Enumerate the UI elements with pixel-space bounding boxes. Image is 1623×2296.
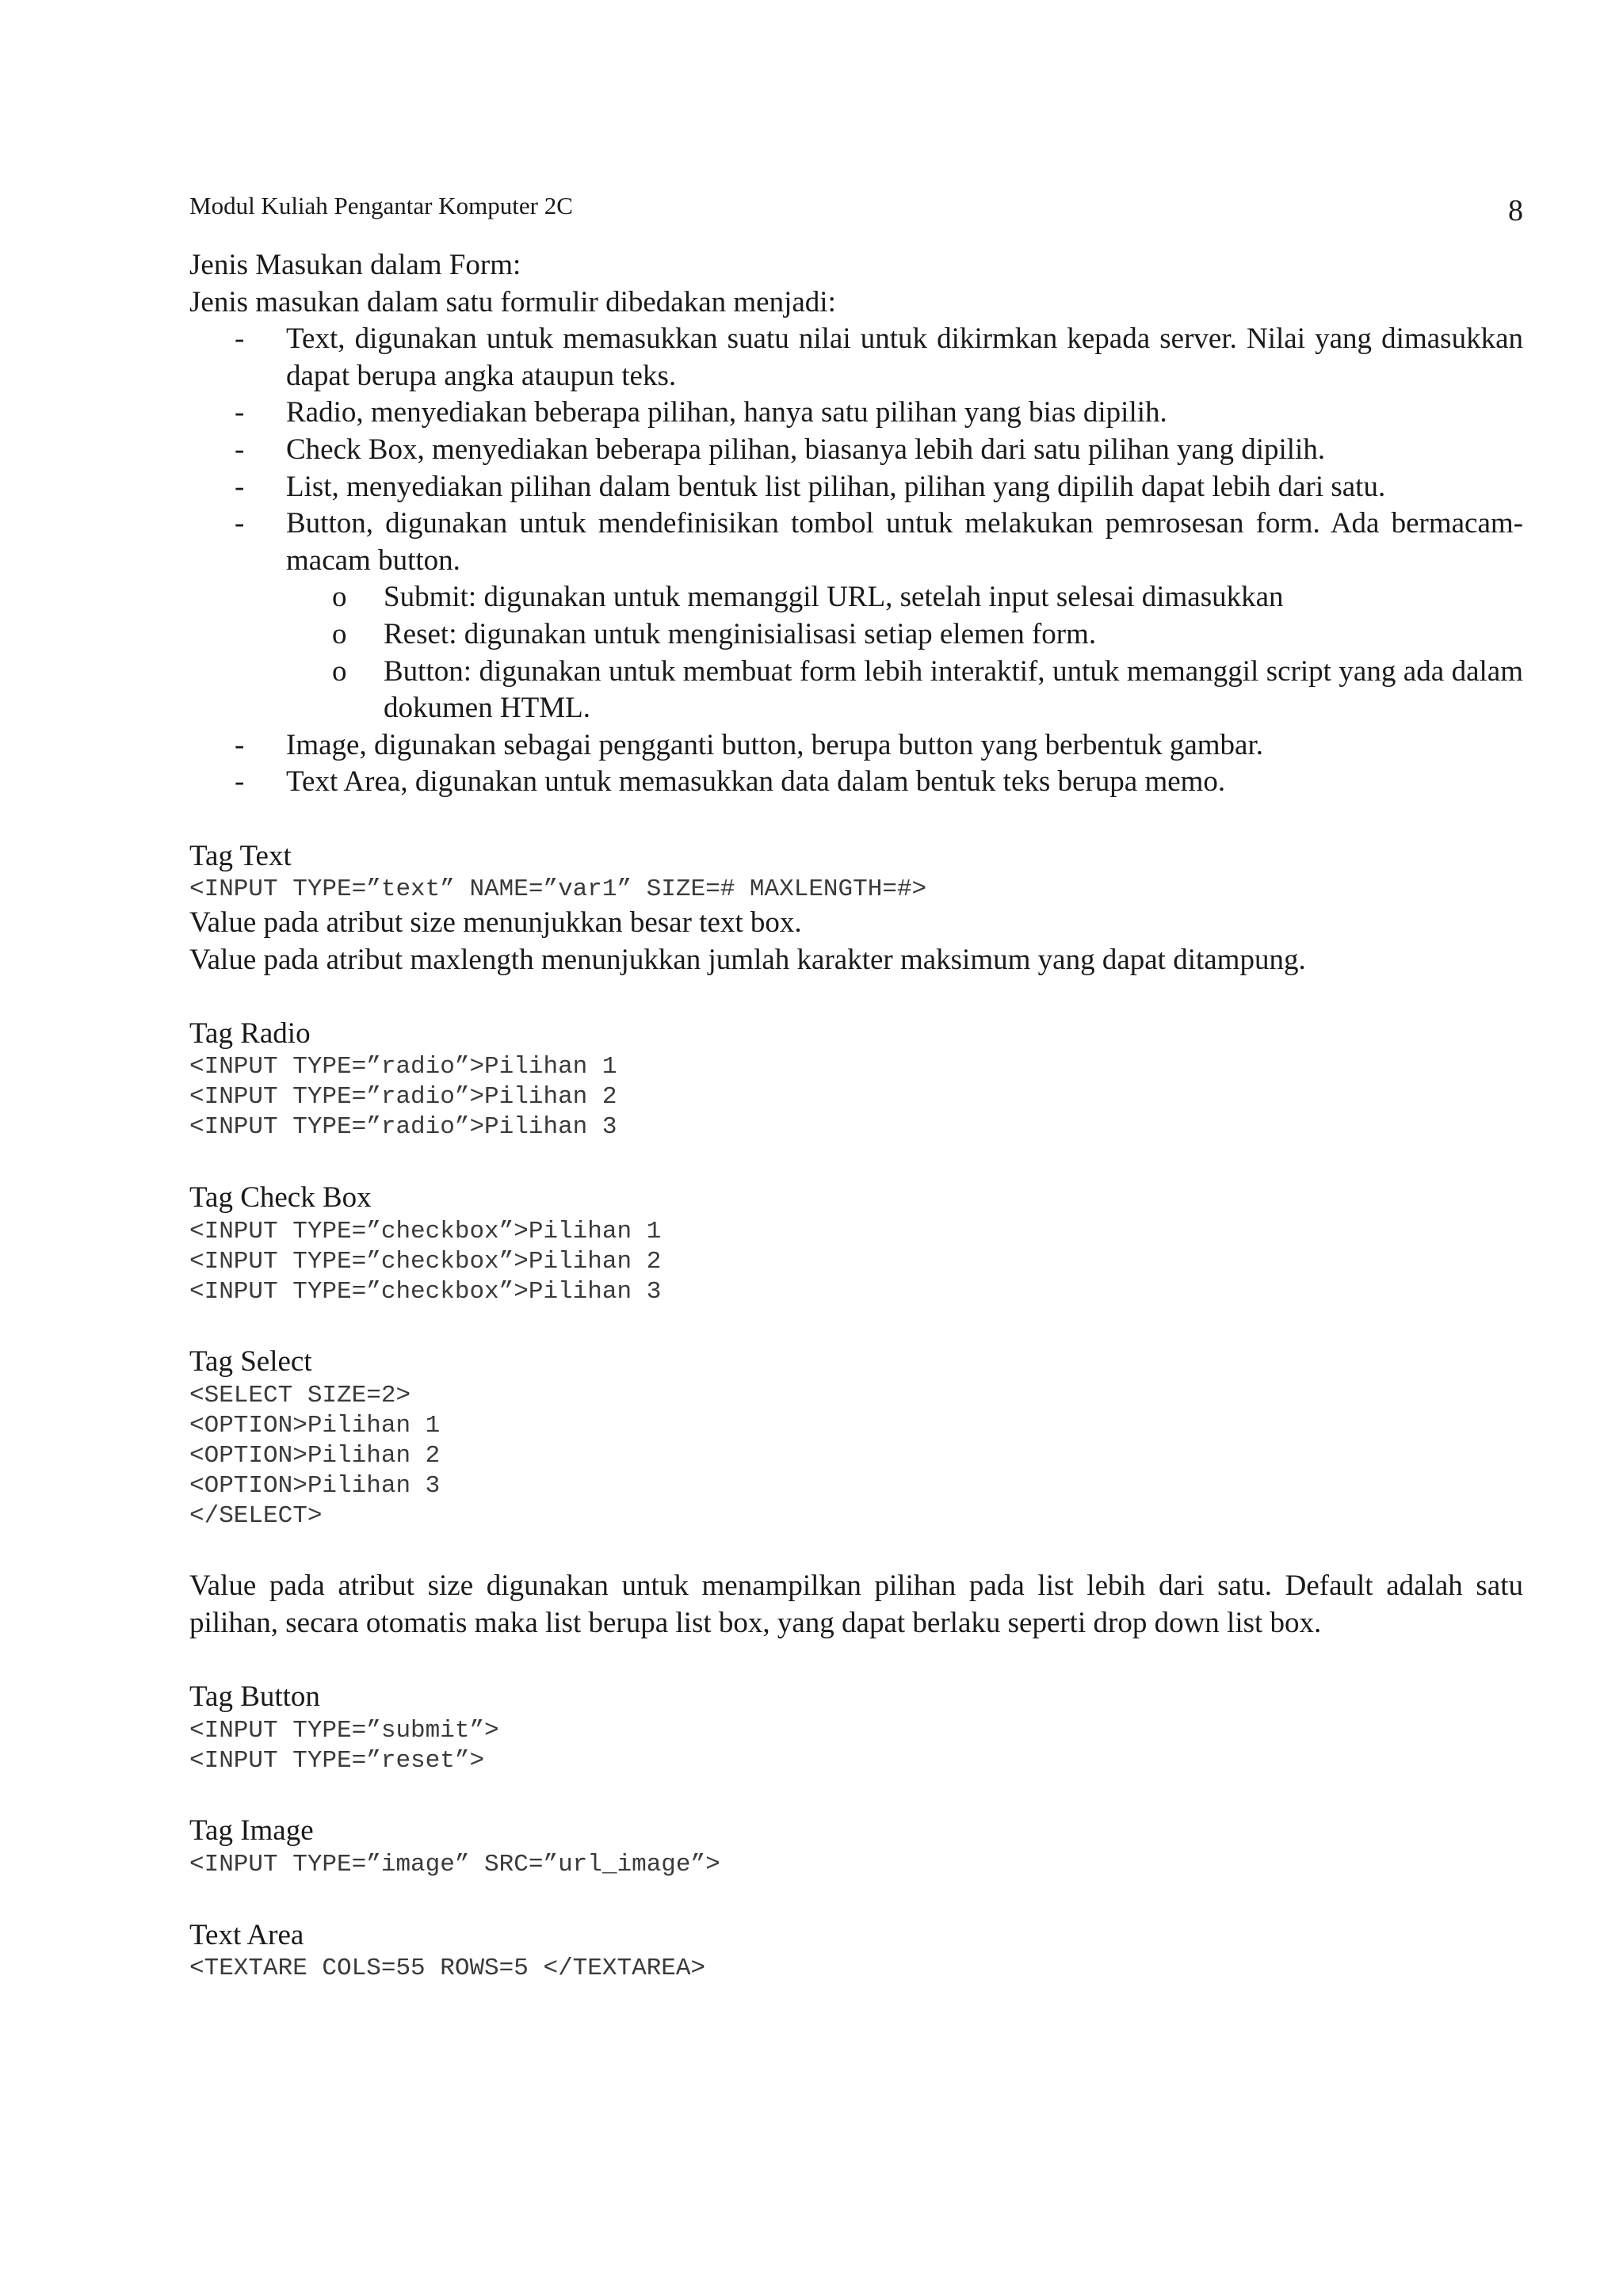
list-item-label: Radio, menyediakan beberapa pilihan, hanya satu pilihan yang bias dipilih. [286, 396, 1167, 429]
list-dash: - [235, 396, 245, 429]
list-item-image [189, 727, 1523, 765]
spacer [189, 1307, 1523, 1344]
code-line: <INPUT TYPE=”reset”> [189, 1746, 485, 1775]
input-types-list [189, 321, 1523, 579]
code-line: <INPUT TYPE=”radio”>Pilihan 1 [189, 1053, 617, 1081]
list-dash: - [235, 433, 245, 466]
section-heading-radio: Tag Radio [189, 1016, 311, 1050]
code-line: <OPTION>Pilihan 2 [189, 1441, 441, 1470]
spacer [189, 1776, 1523, 1814]
button-types-sublist [189, 579, 1523, 727]
list-item-label: Text Area, digunakan untuk memasukkan data dalam bentuk teks berupa memo. [286, 765, 1226, 799]
list-dash: - [235, 765, 245, 799]
section-heading-image: Tag Image [189, 1814, 314, 1848]
code-line: <SELECT SIZE=2> [189, 1381, 411, 1409]
code-line: <INPUT TYPE=”checkbox”>Pilihan 2 [189, 1247, 662, 1276]
section-heading-text: Tag Text [189, 839, 292, 872]
code-line: <INPUT TYPE=”checkbox”>Pilihan 3 [189, 1277, 662, 1306]
section-heading-button: Tag Button [189, 1680, 320, 1714]
list-item-button [189, 505, 1523, 579]
sublist-item-reset [189, 616, 1523, 654]
list-dash: - [235, 470, 245, 503]
sublist-bullet: o [332, 581, 347, 614]
note-line: Value pada atribut size menunjukkan besar text box. [189, 906, 802, 940]
spacer [189, 1142, 1523, 1180]
code-line: <OPTION>Pilihan 3 [189, 1471, 441, 1500]
running-header: Modul Kuliah Pengantar Komputer 2C [189, 192, 573, 219]
code-line: <OPTION>Pilihan 1 [189, 1411, 441, 1440]
list-item-list [189, 469, 1523, 506]
sublist-bullet: o [332, 617, 347, 650]
sublist-item-label: Submit: digunakan untuk memanggil URL, setelah input selesai dimasukkan [384, 581, 1284, 614]
list-item-label: List, menyediakan pilihan dalam bentuk list pilihan, pilihan yang dipilih dapat lebih dari satu. [286, 470, 1386, 503]
list-item-label: Text, digunakan untuk memasukkan suatu nilai untuk dikirmkan kepada server. Nilai yang dimasukkan dapat berupa angka ataupun teks. [286, 322, 1523, 392]
input-types-list-continued [189, 727, 1523, 801]
sublist-item-label: Reset: digunakan untuk menginisialisasi setiap elemen form. [384, 617, 1097, 650]
code-line: <TEXTARE COLS=55 ROWS=5 </TEXTAREA> [189, 1955, 706, 1983]
list-dash: - [235, 507, 245, 540]
spacer [189, 801, 1523, 838]
list-item-label: Button, digunakan untuk mendefinisikan tombol untuk melakukan pemrosesan form. Ada bermacam-macam button. [286, 507, 1523, 577]
list-item-radio [189, 395, 1523, 432]
spacer [189, 978, 1523, 1016]
spacer [189, 1531, 1523, 1569]
spacer [189, 1880, 1523, 1917]
list-item-text [189, 321, 1523, 395]
list-dash: - [235, 728, 245, 761]
sublist-item-button [189, 654, 1523, 727]
intro-heading: Jenis Masukan dalam Form: [189, 249, 521, 281]
sublist-bullet: o [332, 654, 347, 688]
list-item-label: Check Box, menyediakan beberapa pilihan, biasanya lebih dari satu pilihan yang dipilih. [286, 433, 1326, 466]
code-line: <INPUT TYPE=”image” SRC=”url_image”> [189, 1851, 720, 1878]
code-line: </SELECT> [189, 1501, 323, 1530]
code-line: <INPUT TYPE=”checkbox”>Pilihan 1 [189, 1217, 662, 1245]
list-dash: - [235, 322, 245, 356]
select-note: Value pada atribut size digunakan untuk menampilkan pilihan pada list lebih dari satu. Default adalah satu pilihan, secara otomatis maka list berupa list box, yang dapat berlaku seperti drop down list box. [189, 1569, 1523, 1640]
sublist-item-label: Button: digunakan untuk membuat form lebih interaktif, untuk memanggil script yang ada dalam dokumen HTML. [384, 654, 1523, 725]
list-item-textarea [189, 764, 1523, 801]
section-heading-select: Tag Select [189, 1345, 312, 1379]
intro-lead: Jenis masukan dalam satu formulir dibedakan menjadi: [189, 285, 836, 318]
section-heading-checkbox: Tag Check Box [189, 1181, 372, 1215]
list-item-label: Image, digunakan sebagai pengganti button, berupa button yang berbentuk gambar. [286, 728, 1263, 761]
code-line: <INPUT TYPE=”radio”>Pilihan 2 [189, 1083, 617, 1112]
note-line: Value pada atribut maxlength menunjukkan jumlah karakter maksimum yang dapat ditampung. [189, 943, 1306, 976]
code-line: <INPUT TYPE=”radio”>Pilihan 3 [189, 1113, 617, 1142]
list-item-checkbox [189, 432, 1523, 469]
code-line: <INPUT TYPE=”submit”> [189, 1716, 499, 1745]
code-line: <INPUT TYPE=”text” NAME=”var1” SIZE=# MAXLENGTH=#> [189, 875, 927, 904]
page-body [189, 247, 1523, 1984]
sublist-item-submit [189, 579, 1523, 616]
section-heading-textarea: Text Area [189, 1918, 304, 1951]
spacer [189, 1642, 1523, 1680]
page-number: 8 [1508, 194, 1523, 227]
